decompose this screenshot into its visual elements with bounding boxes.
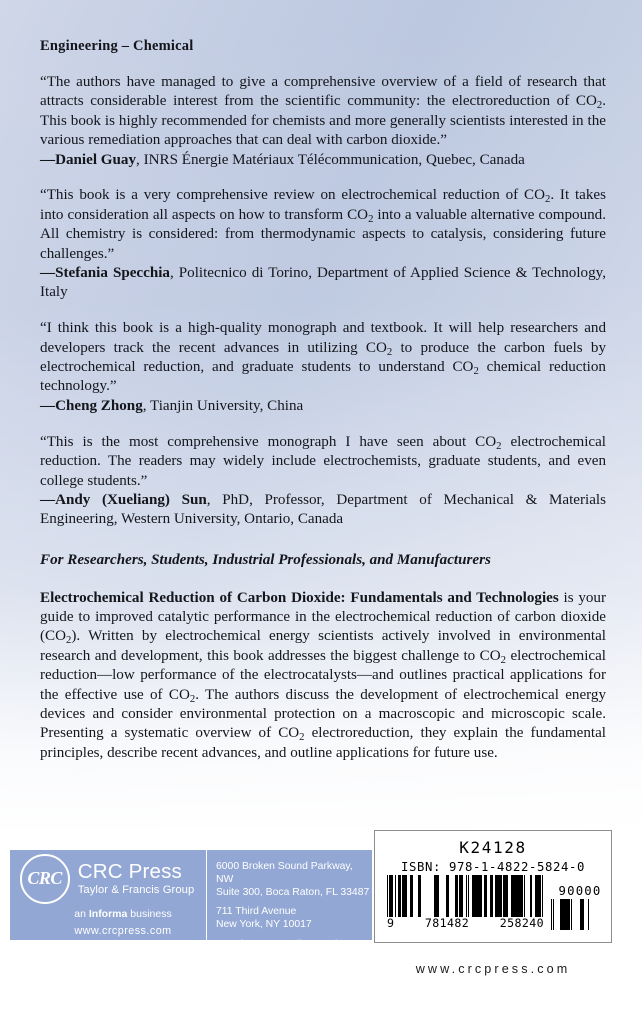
barcode-digit-right: 258240 [499, 916, 544, 930]
review-quote-text: “The authors have managed to give a comprehensive overview of a field of research that attracts considerable interest from the scientific community: the electroreduction of $CO_2$. This book is highly recommended for chemists and more generally scientists interested in the various remediation approaches that can deal with carbon dioxide.” [40, 74, 606, 149]
address-group [216, 860, 372, 899]
crc-circle-icon: CRC [20, 854, 70, 904]
review-quote-text: “This is the most comprehensive monograph I have seen about $CO_2$ electrochemical reduction. The readers may widely include electrochemists, graduate students, and even college students.” [40, 433, 606, 489]
publisher-group: Taylor & Francis Group [77, 883, 195, 896]
informa-prefix: an [74, 907, 89, 920]
cover-text-column [40, 38, 606, 763]
ean13-barcode [387, 875, 544, 930]
review-attribution-affiliation: , INRS Énergie Matériaux Télécommunication, Quebec, Canada [136, 151, 525, 168]
publisher-addresses [206, 850, 372, 963]
address-line: 6000 Broken Sound Parkway, NW [216, 861, 353, 886]
crc-wordmark [78, 861, 195, 897]
review-attribution-affiliation: , PhD, Professor, Department of Mechanical & Materials Engineering, Western University, Ontario, Canada [40, 491, 606, 528]
review-attribution-name: —Daniel Guay [40, 151, 137, 168]
address-line: Suite 300, Boca Raton, FL 33487 [216, 887, 370, 899]
crc-logo-row [20, 854, 195, 904]
address-line: Abingdon, Oxon OX14 4RN, UK [216, 951, 364, 963]
crc-press-logo [10, 850, 206, 940]
address-line: 711 Third Avenue [216, 906, 297, 918]
review-attribution-affiliation: , Politecnico di Torino, Department of Applied Science & Technology, Italy [40, 265, 606, 301]
isbn-text: ISBN: 978-1-4822-5824-0 [400, 860, 586, 874]
crcpress-website[interactable]: www.crcpress.com [415, 962, 571, 976]
review-quote [40, 186, 606, 302]
review-quote-text: “I think this book is a high-quality monograph and textbook. It will help researchers and developers track the recent advances in utilizing $CO_2$ to produce the carbon fuels by electrochemical reduction, and graduate students to understand $CO_2$ chemical reduction technology.” [40, 320, 607, 395]
audience-tagline: For Researchers, Students, Industrial Professionals, and Manufacturers [40, 551, 491, 568]
addon-number: 90000 [558, 884, 602, 898]
addon-bars [551, 899, 609, 930]
publisher-name: CRC Press [77, 859, 182, 883]
address-group [216, 905, 372, 931]
address-group [216, 938, 372, 964]
informa-brand: Informa [88, 907, 128, 920]
book-title: Electrochemical Reduction of Carbon Dioxide: Fundamentals and Technologies [40, 589, 559, 606]
address-line: 2 Park Square, Milton Park [216, 938, 341, 950]
review-attribution-name: —Andy (Xueliang) Sun [40, 491, 207, 508]
review-quote-text: “This book is a very comprehensive review on electrochemical reduction of $CO_2$. It takes into consideration all aspects on how to transform $CO_2$ into a valuable alternative compound. All chemistry is considered: from thermodynamic aspects to catalysis, considering future challenges.” [40, 187, 606, 262]
review-quote [40, 433, 606, 530]
review-attribution-name: —Cheng Zhong [40, 397, 143, 414]
publisher-footer-band [10, 850, 372, 963]
book-description-body: is your guide to improved catalytic performance in the electrochemical reduction of carbon dioxide $(CO_2)$. Written by electrochemical energy scientists actively involved in environmental research and development, this book addresses the biggest challenge to $CO_2$ electrochemical reduction—low performance of the electrocatalysts—and outlines practical applications for the effective use of $CO_2$. The authors discuss the development of electrochemical energy devices and consider environmental protection on a macroscopic and microscopic scale. Presenting a systematic overview of $CO_2$ electroreduction, they explain the fundamental principles, describe recent advances, and outline applications for future use. [40, 589, 607, 761]
review-attribution [40, 398, 303, 414]
barcode-row [387, 875, 602, 930]
barcode-bars [387, 875, 544, 917]
review-quote [40, 73, 606, 170]
publisher-url[interactable]: www.crcpress.com [74, 924, 172, 937]
ean5-addon [551, 884, 609, 930]
review-attribution [40, 152, 525, 168]
address-line: New York, NY 10017 [216, 919, 312, 931]
barcode-digit-left: 9 [387, 916, 395, 930]
barcode-digit-mid: 781482 [424, 916, 470, 930]
sku-code: K24128 [459, 838, 527, 857]
barcode-digits [387, 916, 544, 930]
review-attribution-affiliation: , Tianjin University, China [142, 397, 304, 414]
review-attribution [40, 492, 606, 527]
review-quote [40, 319, 606, 416]
subject-kicker: Engineering – Chemical [40, 38, 194, 54]
barcode-panel [374, 830, 612, 943]
book-description [40, 589, 606, 764]
informa-line [14, 908, 206, 920]
review-attribution [40, 265, 606, 300]
review-attribution-name: —Stefania Specchia [40, 265, 170, 282]
informa-suffix: business [127, 907, 172, 920]
